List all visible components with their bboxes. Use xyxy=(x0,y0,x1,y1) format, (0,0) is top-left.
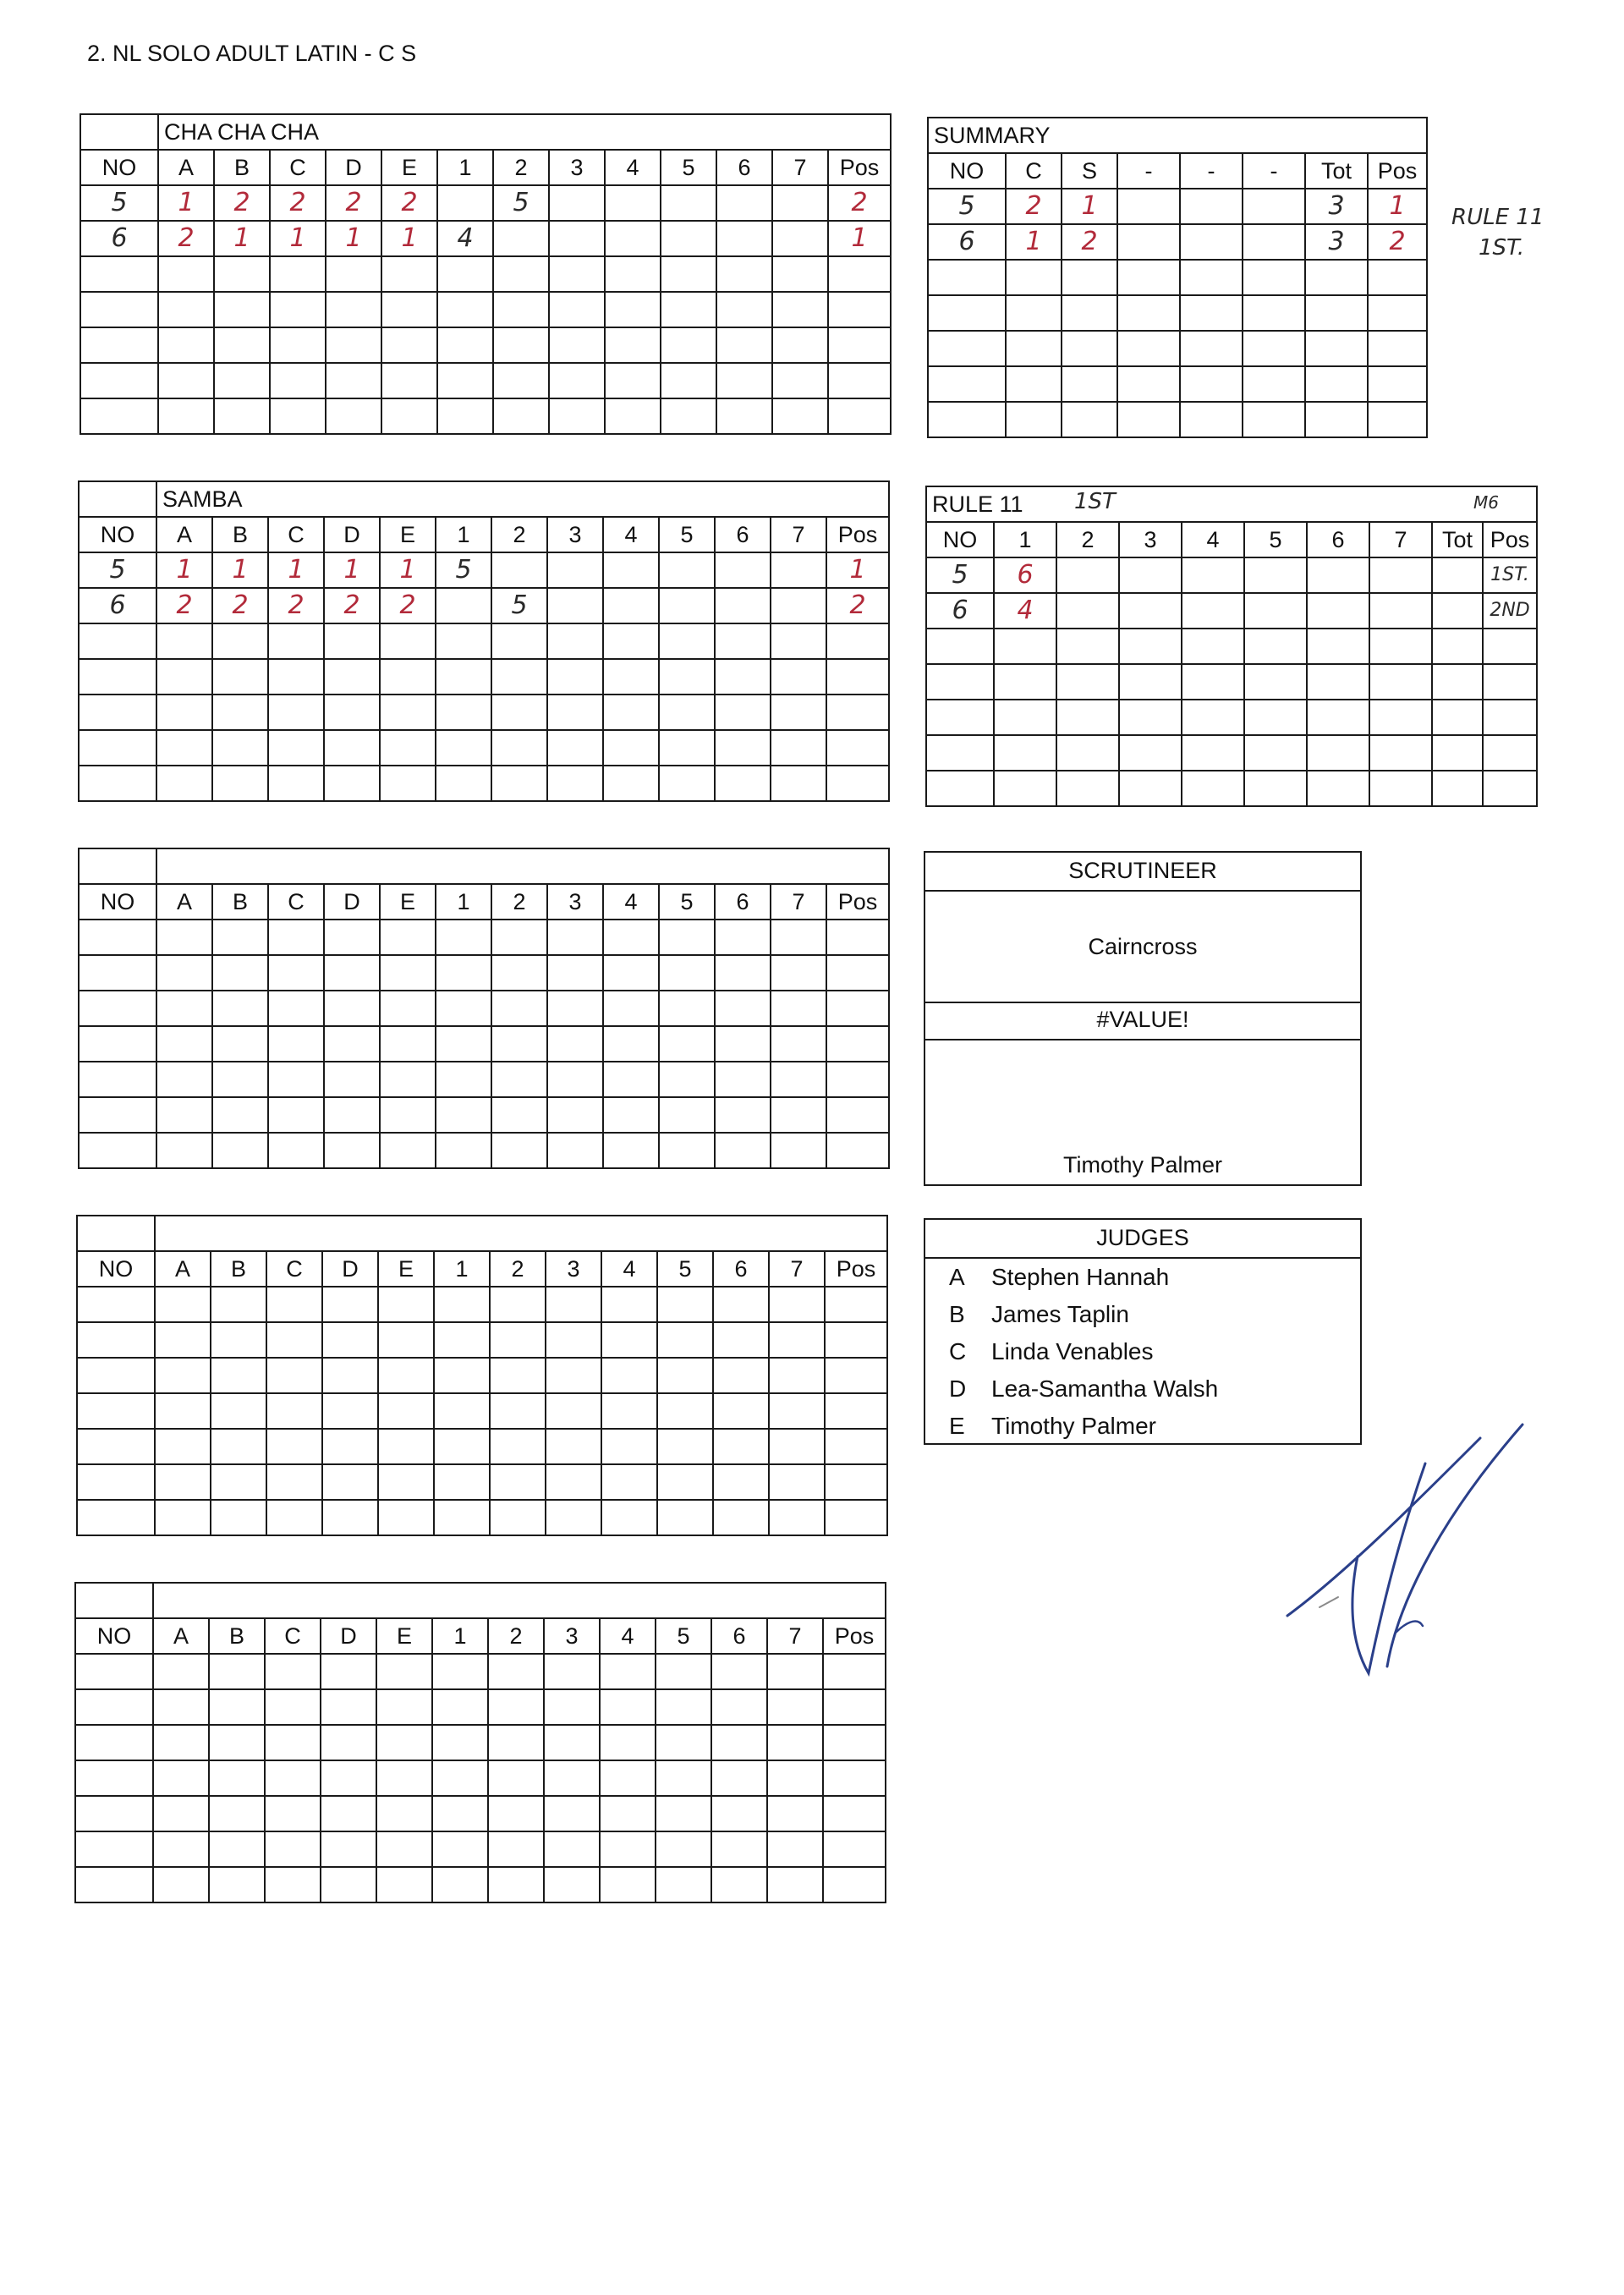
mark-cell: 2 xyxy=(324,588,380,623)
table-row xyxy=(928,366,1427,402)
table-row xyxy=(75,1654,886,1689)
table-row xyxy=(79,766,889,801)
table-row xyxy=(79,623,889,659)
mark-cell: 3 xyxy=(1305,189,1368,224)
column-header: E xyxy=(376,1618,432,1654)
table-row xyxy=(928,331,1427,366)
table-row xyxy=(75,1689,886,1725)
column-header: C xyxy=(268,517,324,552)
column-header: C xyxy=(270,150,326,185)
summary-label: SUMMARY xyxy=(928,118,1427,153)
table-row xyxy=(80,363,891,398)
column-header: 3 xyxy=(546,1251,601,1287)
table-row xyxy=(77,1393,887,1429)
judge-letter: A xyxy=(949,1264,965,1290)
judge-entry xyxy=(949,1375,1218,1403)
table-row xyxy=(77,1322,887,1358)
judge-letter: C xyxy=(949,1338,967,1364)
column-header: 7 xyxy=(772,150,828,185)
mark-cell: 2 xyxy=(826,588,889,623)
column-header: B xyxy=(212,517,268,552)
column-header: 1 xyxy=(437,150,493,185)
table-row xyxy=(928,402,1427,437)
table-row xyxy=(80,221,891,256)
column-header: Pos xyxy=(823,1618,886,1654)
table-row xyxy=(79,588,889,623)
mark-cell: 2 xyxy=(214,185,270,221)
mark-cell: 2 xyxy=(1368,224,1427,260)
column-header: - xyxy=(1117,153,1180,189)
column-header: 5 xyxy=(656,1618,711,1654)
column-header: NO xyxy=(75,1618,153,1654)
table-row xyxy=(79,991,889,1026)
table-row xyxy=(80,327,891,363)
mark-cell: 2 xyxy=(381,185,437,221)
column-header: 2 xyxy=(491,517,547,552)
mark-cell: 4 xyxy=(437,221,493,256)
column-header: 1 xyxy=(434,1251,490,1287)
column-header: 6 xyxy=(713,1251,769,1287)
column-header: 4 xyxy=(603,517,659,552)
judges-box xyxy=(924,1218,1362,1445)
table-row xyxy=(79,1133,889,1168)
judge-letter: E xyxy=(949,1413,965,1439)
dance-name xyxy=(153,1583,886,1618)
scrutineer-name: Cairncross xyxy=(1088,934,1198,959)
column-header: 7 xyxy=(771,517,826,552)
column-header: D xyxy=(324,884,380,920)
table-row xyxy=(79,1026,889,1062)
table-row xyxy=(77,1429,887,1464)
table-row xyxy=(928,260,1427,295)
column-header: B xyxy=(212,884,268,920)
dance-table-4 xyxy=(76,1215,888,1536)
scrutineer-value: #VALUE! xyxy=(1096,1007,1189,1032)
summary-first-note: 1ST. xyxy=(1479,235,1525,261)
mark-cell: 1 xyxy=(380,552,436,588)
column-header: 3 xyxy=(549,150,605,185)
table-row xyxy=(79,659,889,695)
column-header: S xyxy=(1062,153,1117,189)
signature-drawing xyxy=(1269,1413,1548,1700)
mark-cell: 6 xyxy=(79,588,156,623)
table-row xyxy=(75,1831,886,1867)
column-header: A xyxy=(156,517,212,552)
table-row xyxy=(928,295,1427,331)
column-header: 2 xyxy=(491,884,547,920)
mark-cell: 6 xyxy=(926,593,994,629)
judges-label: JUDGES xyxy=(1096,1225,1189,1250)
table-row xyxy=(77,1287,887,1322)
column-header: 3 xyxy=(544,1618,600,1654)
mark-cell: 6 xyxy=(80,221,158,256)
column-header: C xyxy=(1006,153,1062,189)
judge-name: Lea-Samantha Walsh xyxy=(991,1375,1219,1402)
column-header: Pos xyxy=(828,150,891,185)
mark-cell: 5 xyxy=(436,552,491,588)
column-header: 7 xyxy=(767,1618,823,1654)
mark-cell: 1 xyxy=(324,552,380,588)
table-row xyxy=(79,695,889,730)
column-header: 5 xyxy=(659,517,715,552)
column-header: 3 xyxy=(547,884,603,920)
page-title: 2. NL SOLO ADULT LATIN - C S xyxy=(87,41,417,66)
dance-name: CHA CHA CHA xyxy=(158,114,891,150)
mark-cell: 1ST. xyxy=(1483,557,1537,593)
mark-cell: 4 xyxy=(994,593,1056,629)
mark-cell: 1 xyxy=(268,552,324,588)
column-header: 4 xyxy=(1182,522,1244,557)
table-row xyxy=(926,664,1537,700)
dance-table-2 xyxy=(78,480,890,802)
column-header: NO xyxy=(79,884,156,920)
column-header: Pos xyxy=(825,1251,887,1287)
column-header: NO xyxy=(928,153,1006,189)
table-row xyxy=(75,1867,886,1902)
column-header: Tot xyxy=(1432,522,1483,557)
column-header: 7 xyxy=(771,884,826,920)
column-header: 4 xyxy=(603,884,659,920)
table-row xyxy=(79,1062,889,1097)
scrutineer-label: SCRUTINEER xyxy=(1068,858,1217,883)
table-row xyxy=(926,735,1537,771)
column-header: 2 xyxy=(488,1618,544,1654)
table-row xyxy=(79,1097,889,1133)
table-row xyxy=(80,292,891,327)
judge-letter: B xyxy=(949,1301,965,1327)
column-header: 5 xyxy=(1244,522,1307,557)
column-header: - xyxy=(1243,153,1305,189)
mark-cell: 5 xyxy=(79,552,156,588)
mark-cell: 1 xyxy=(212,552,268,588)
column-header: 6 xyxy=(715,884,771,920)
table-row xyxy=(79,730,889,766)
column-header: 6 xyxy=(1307,522,1369,557)
column-header: 1 xyxy=(432,1618,488,1654)
mark-cell: 6 xyxy=(994,557,1056,593)
column-header: 1 xyxy=(436,517,491,552)
column-header: 6 xyxy=(716,150,772,185)
mark-cell: 2 xyxy=(270,185,326,221)
mark-cell: 1 xyxy=(381,221,437,256)
table-row xyxy=(928,224,1427,260)
mark-cell: 1 xyxy=(1368,189,1427,224)
table-row xyxy=(926,629,1537,664)
dance-table-5 xyxy=(74,1582,886,1903)
judge-entry xyxy=(949,1338,1154,1365)
table-row xyxy=(926,557,1537,593)
column-header: A xyxy=(158,150,214,185)
mark-cell: 2 xyxy=(1006,189,1062,224)
column-header: D xyxy=(326,150,381,185)
table-row xyxy=(928,189,1427,224)
judge-name: Stephen Hannah xyxy=(991,1264,1170,1290)
mark-cell: 1 xyxy=(156,552,212,588)
mark-cell: 1 xyxy=(270,221,326,256)
table-row xyxy=(926,593,1537,629)
mark-cell: 1 xyxy=(158,185,214,221)
mark-cell: 1 xyxy=(1062,189,1117,224)
judge-name: James Taplin xyxy=(991,1301,1129,1327)
mark-cell: 2 xyxy=(212,588,268,623)
table-row xyxy=(79,920,889,955)
judge-name: Timothy Palmer xyxy=(991,1413,1157,1439)
column-header: NO xyxy=(926,522,994,557)
mark-cell: 3 xyxy=(1305,224,1368,260)
column-header: D xyxy=(322,1251,378,1287)
dance-name: SAMBA xyxy=(156,481,889,517)
column-header: B xyxy=(209,1618,265,1654)
table-row xyxy=(75,1796,886,1831)
column-header: 4 xyxy=(605,150,661,185)
judge-entry xyxy=(949,1301,1129,1328)
mark-cell: 5 xyxy=(926,557,994,593)
column-header: B xyxy=(214,150,270,185)
column-header: E xyxy=(378,1251,434,1287)
column-header: NO xyxy=(80,150,158,185)
column-header: E xyxy=(380,517,436,552)
column-header: 2 xyxy=(1056,522,1119,557)
judge-entry xyxy=(949,1413,1156,1440)
column-header: 2 xyxy=(490,1251,546,1287)
summary-table xyxy=(927,117,1428,438)
column-header: 6 xyxy=(715,517,771,552)
judge-letter: D xyxy=(949,1375,967,1402)
column-header: Pos xyxy=(826,517,889,552)
mark-cell: 1 xyxy=(326,221,381,256)
mark-cell: 6 xyxy=(928,224,1006,260)
table-row xyxy=(77,1464,887,1500)
column-header: 7 xyxy=(1369,522,1432,557)
mark-cell: 1 xyxy=(214,221,270,256)
rule11-header-note: 1ST xyxy=(1074,489,1116,514)
column-header: 4 xyxy=(601,1251,657,1287)
scrutineer-signatory: Timothy Palmer xyxy=(1062,1152,1223,1178)
dance-table-3 xyxy=(78,848,890,1169)
column-header: NO xyxy=(79,517,156,552)
column-header: NO xyxy=(77,1251,155,1287)
column-header: 1 xyxy=(436,884,491,920)
table-row xyxy=(926,771,1537,806)
column-header: 3 xyxy=(1119,522,1182,557)
mark-cell: 1 xyxy=(826,552,889,588)
column-header: 1 xyxy=(994,522,1056,557)
column-header: Pos xyxy=(1483,522,1537,557)
column-header: - xyxy=(1180,153,1243,189)
mark-cell: 1 xyxy=(1006,224,1062,260)
column-header: 3 xyxy=(547,517,603,552)
table-row xyxy=(80,398,891,434)
summary-rule11-note: RULE 11 xyxy=(1451,205,1544,230)
column-header: 5 xyxy=(659,884,715,920)
scrutineer-box xyxy=(924,851,1362,1186)
column-header: D xyxy=(324,517,380,552)
mark-cell: 2 xyxy=(158,221,214,256)
mark-cell: 2 xyxy=(326,185,381,221)
table-row xyxy=(79,552,889,588)
table-row xyxy=(926,700,1537,735)
table-row xyxy=(77,1500,887,1535)
mark-cell: 5 xyxy=(928,189,1006,224)
column-header: A xyxy=(153,1618,209,1654)
judge-entry xyxy=(949,1264,1169,1291)
rule11-table xyxy=(925,486,1538,807)
column-header: A xyxy=(155,1251,211,1287)
mark-cell: 2 xyxy=(268,588,324,623)
judge-name: Linda Venables xyxy=(991,1338,1154,1364)
mark-cell: 5 xyxy=(493,185,549,221)
mark-cell: 2ND xyxy=(1483,593,1537,629)
column-header: Tot xyxy=(1305,153,1368,189)
mark-cell: 2 xyxy=(156,588,212,623)
column-header: D xyxy=(321,1618,376,1654)
table-row xyxy=(80,256,891,292)
table-row xyxy=(75,1725,886,1760)
column-header: Pos xyxy=(826,884,889,920)
table-row xyxy=(75,1760,886,1796)
column-header: 5 xyxy=(661,150,716,185)
table-row xyxy=(80,185,891,221)
rule11-corner-note: M6 xyxy=(1473,492,1499,513)
mark-cell: 5 xyxy=(491,588,547,623)
dance-table-1 xyxy=(80,113,892,435)
column-header: A xyxy=(156,884,212,920)
column-header: C xyxy=(268,884,324,920)
column-header: 2 xyxy=(493,150,549,185)
rule11-label: RULE 11 xyxy=(926,486,1537,522)
mark-cell: 5 xyxy=(80,185,158,221)
column-header: C xyxy=(265,1618,321,1654)
mark-cell: 1 xyxy=(828,221,891,256)
column-header: 7 xyxy=(769,1251,825,1287)
mark-cell: 2 xyxy=(828,185,891,221)
column-header: B xyxy=(211,1251,266,1287)
table-row xyxy=(77,1358,887,1393)
dance-name xyxy=(155,1216,887,1251)
dance-name xyxy=(156,848,889,884)
mark-cell: 2 xyxy=(1062,224,1117,260)
table-row xyxy=(79,955,889,991)
column-header: 6 xyxy=(711,1618,767,1654)
column-header: Pos xyxy=(1368,153,1427,189)
column-header: E xyxy=(381,150,437,185)
column-header: 4 xyxy=(600,1618,656,1654)
column-header: C xyxy=(266,1251,322,1287)
column-header: E xyxy=(380,884,436,920)
column-header: 5 xyxy=(657,1251,713,1287)
mark-cell: 2 xyxy=(380,588,436,623)
